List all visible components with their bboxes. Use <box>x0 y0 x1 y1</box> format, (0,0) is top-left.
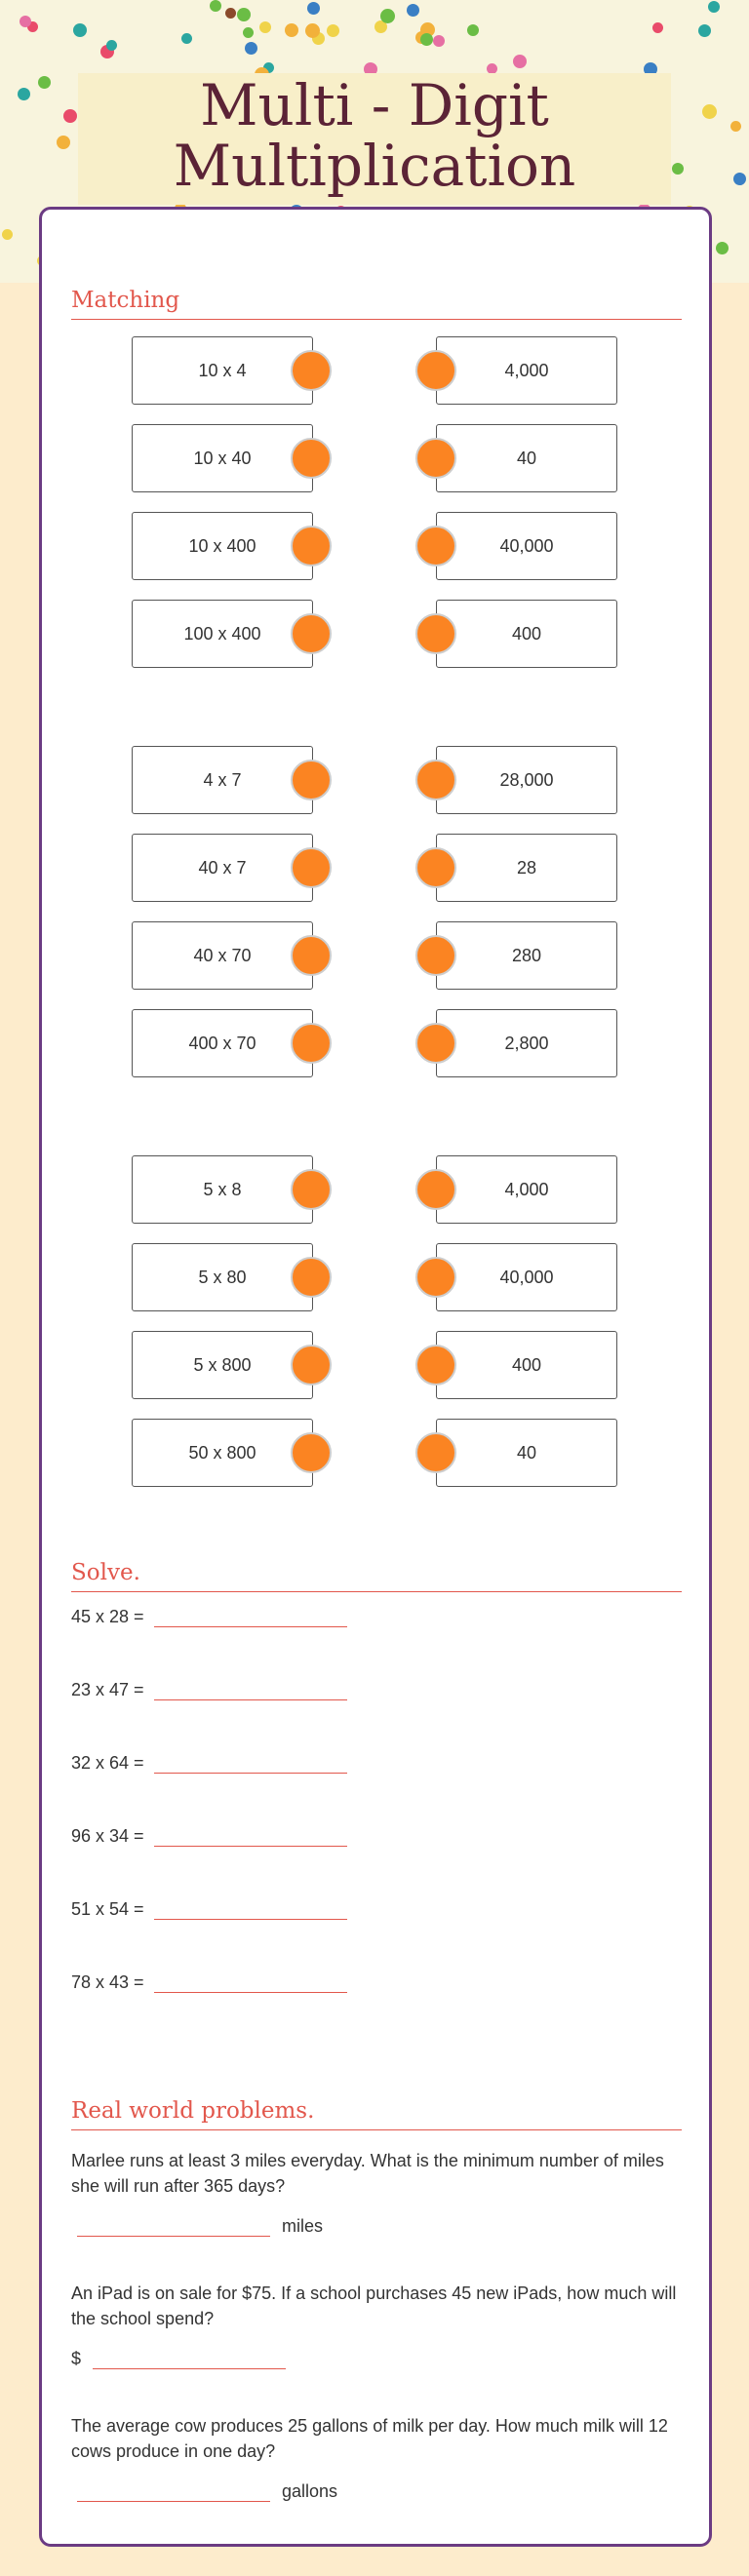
match-left-item[interactable]: 5 x 80 <box>132 1243 313 1311</box>
match-right-item[interactable]: 400 <box>436 600 617 668</box>
confetti-dot <box>733 173 746 185</box>
problem-text: Marlee runs at least 3 miles everyday. What is the minimum number of miles she will run after 365 days? <box>71 2151 664 2196</box>
match-left-item[interactable]: 10 x 400 <box>132 512 313 580</box>
confetti-dot <box>237 8 251 21</box>
match-left-connector[interactable] <box>291 1023 332 1064</box>
solve-answer-field[interactable] <box>154 1605 347 1627</box>
match-left-connector[interactable] <box>291 1257 332 1298</box>
match-right-item[interactable]: 4,000 <box>436 1155 617 1224</box>
confetti-dot <box>708 1 720 13</box>
match-left-connector[interactable] <box>291 350 332 391</box>
confetti-dot <box>407 4 419 17</box>
match-right-item[interactable]: 28,000 <box>436 746 617 814</box>
problem-answer-field[interactable] <box>77 2479 270 2502</box>
match-right-item[interactable]: 40,000 <box>436 512 617 580</box>
page-title <box>78 72 671 199</box>
problem-text: The average cow produces 25 gallons of milk per day. How much milk will 12 cows produce in one day? <box>71 2416 668 2461</box>
match-left-item[interactable]: 40 x 70 <box>132 921 313 990</box>
confetti-dot <box>210 0 221 12</box>
confetti-dot <box>18 88 30 100</box>
solve-answer-field[interactable] <box>154 1751 347 1774</box>
confetti-dot <box>20 16 31 27</box>
title-banner <box>78 73 671 205</box>
match-right-item[interactable]: 2,800 <box>436 1009 617 1077</box>
match-right-connector[interactable] <box>415 1432 456 1473</box>
confetti-dot <box>38 76 51 89</box>
match-right-connector[interactable] <box>415 526 456 566</box>
confetti-dot <box>698 24 711 37</box>
solve-answer-field[interactable] <box>154 1678 347 1700</box>
title-line-1: Multi - Digit <box>200 72 549 138</box>
confetti-dot <box>307 2 320 15</box>
confetti-dot <box>106 40 117 51</box>
confetti-dot <box>420 33 433 46</box>
match-right-connector[interactable] <box>415 613 456 654</box>
match-left-item[interactable]: 400 x 70 <box>132 1009 313 1077</box>
match-right-connector[interactable] <box>415 935 456 976</box>
answer-prefix: $ <box>71 2349 82 2368</box>
solve-answer-field[interactable] <box>154 1824 347 1847</box>
confetti-dot <box>181 33 192 44</box>
match-left-item[interactable]: 50 x 800 <box>132 1419 313 1487</box>
match-left-connector[interactable] <box>291 760 332 800</box>
match-left-item[interactable]: 40 x 7 <box>132 834 313 902</box>
answer-unit: gallons <box>282 2481 338 2501</box>
match-left-item[interactable]: 10 x 4 <box>132 336 313 405</box>
solve-equation: 45 x 28 = <box>71 1607 144 1626</box>
solve-equation: 78 x 43 = <box>71 1972 144 1992</box>
solve-answer-field[interactable] <box>154 1897 347 1920</box>
match-left-item[interactable]: 10 x 40 <box>132 424 313 492</box>
confetti-dot <box>380 9 395 23</box>
match-right-item[interactable]: 280 <box>436 921 617 990</box>
confetti-dot <box>245 42 257 55</box>
match-left-connector[interactable] <box>291 613 332 654</box>
solve-equation: 32 x 64 = <box>71 1753 144 1773</box>
match-right-connector[interactable] <box>415 1023 456 1064</box>
match-left-connector[interactable] <box>291 1169 332 1210</box>
problem-answer-field[interactable] <box>93 2347 286 2369</box>
match-right-item[interactable]: 28 <box>436 834 617 902</box>
problem-text: An iPad is on sale for $75. If a school purchases 45 new iPads, how much will the school spend? <box>71 2283 677 2328</box>
title-line-2: Multiplication <box>173 133 576 199</box>
solve-equation: 96 x 34 = <box>71 1826 144 1846</box>
confetti-dot <box>259 21 271 33</box>
confetti-dot <box>327 24 339 37</box>
confetti-dot <box>467 24 479 36</box>
confetti-dot <box>702 104 717 119</box>
match-right-connector[interactable] <box>415 847 456 888</box>
confetti-dot <box>63 109 77 123</box>
match-right-connector[interactable] <box>415 1257 456 1298</box>
confetti-dot <box>652 22 663 33</box>
confetti-dot <box>225 8 236 19</box>
match-right-connector[interactable] <box>415 760 456 800</box>
match-right-connector[interactable] <box>415 1169 456 1210</box>
match-right-item[interactable]: 4,000 <box>436 336 617 405</box>
solve-answer-field[interactable] <box>154 1971 347 1993</box>
confetti-dot <box>243 27 254 38</box>
confetti-dot <box>730 121 741 132</box>
match-right-connector[interactable] <box>415 438 456 479</box>
worksheet-card <box>39 207 712 2547</box>
answer-unit: miles <box>282 2216 324 2236</box>
match-left-connector[interactable] <box>291 935 332 976</box>
match-left-connector[interactable] <box>291 1432 332 1473</box>
confetti-dot <box>2 229 13 240</box>
match-right-item[interactable]: 40,000 <box>436 1243 617 1311</box>
match-left-connector[interactable] <box>291 438 332 479</box>
match-right-item[interactable]: 400 <box>436 1331 617 1399</box>
confetti-dot <box>433 35 445 47</box>
problems-section-title: Real world problems. <box>71 2098 682 2130</box>
match-left-connector[interactable] <box>291 526 332 566</box>
match-right-connector[interactable] <box>415 350 456 391</box>
confetti-dot <box>305 23 320 38</box>
confetti-dot <box>285 23 298 37</box>
solve-equation: 23 x 47 = <box>71 1680 144 1699</box>
confetti-dot <box>57 136 70 149</box>
match-left-item[interactable]: 5 x 800 <box>132 1331 313 1399</box>
solve-section-title: Solve. <box>71 1560 682 1592</box>
match-right-connector[interactable] <box>415 1345 456 1386</box>
solve-equation: 51 x 54 = <box>71 1899 144 1919</box>
confetti-dot <box>672 163 684 175</box>
confetti-dot <box>716 242 729 254</box>
match-left-item[interactable]: 4 x 7 <box>132 746 313 814</box>
match-left-item[interactable]: 100 x 400 <box>132 600 313 668</box>
confetti-dot <box>513 55 527 68</box>
match-left-connector[interactable] <box>291 847 332 888</box>
match-left-connector[interactable] <box>291 1345 332 1386</box>
match-left-item[interactable]: 5 x 8 <box>132 1155 313 1224</box>
problem-answer-field[interactable] <box>77 2214 270 2237</box>
matching-section-title: Matching <box>71 288 682 320</box>
match-right-item[interactable]: 40 <box>436 424 617 492</box>
confetti-dot <box>73 23 87 37</box>
match-right-item[interactable]: 40 <box>436 1419 617 1487</box>
